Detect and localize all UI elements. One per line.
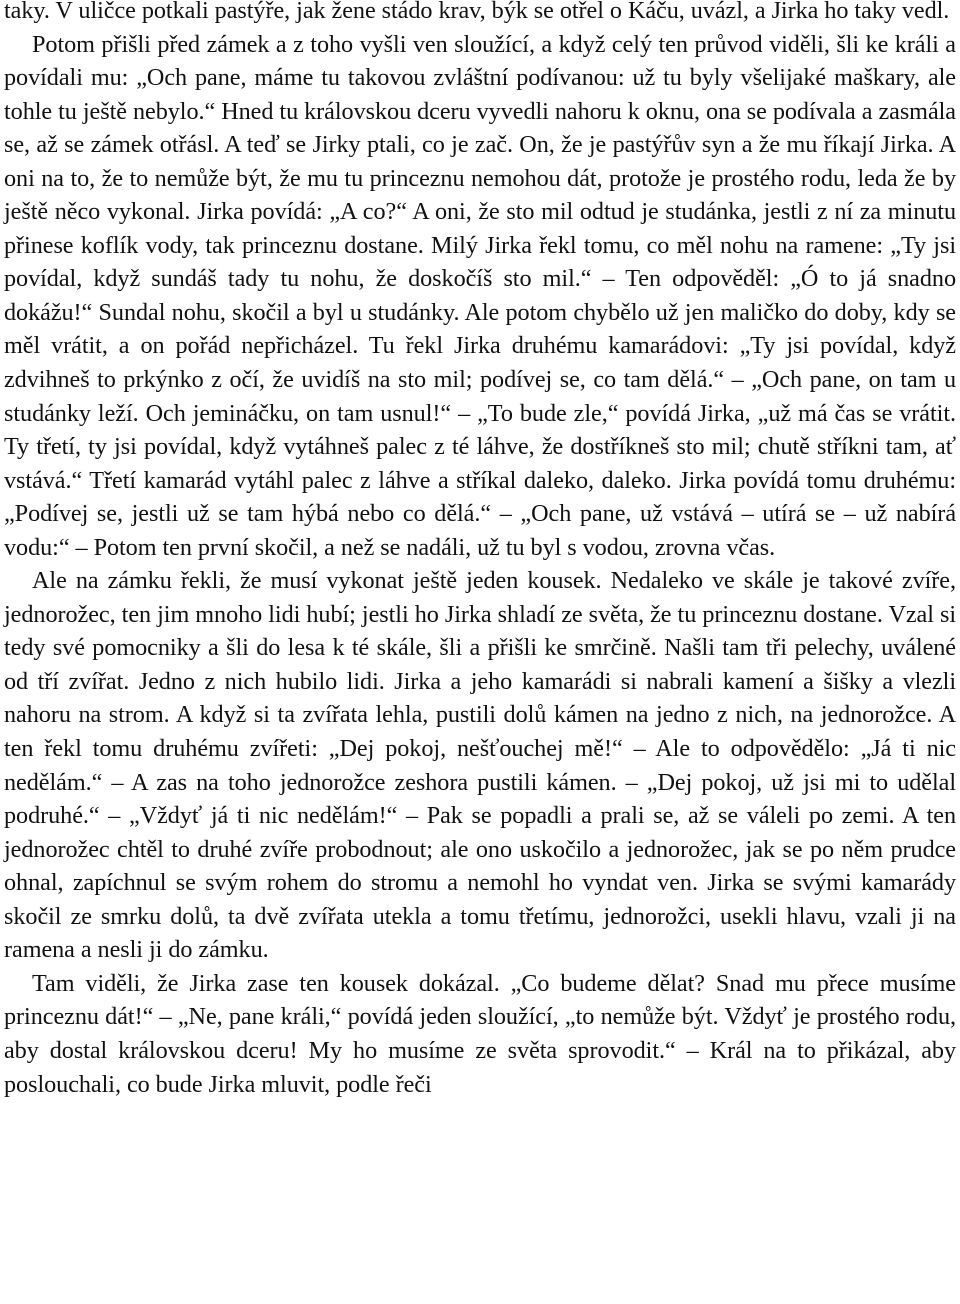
- paragraph-2: Potom přišli před zámek a z toho vyšli ven sloužící, a když celý ten průvod viděli, šli ke králi a povídali mu: „Och pane, máme tu takovou zvláštní podívanou: už tu byly všelijaké maškary, ale tohle tu ještě nebylo.“ Hned tu královskou dceru vyvedli nahoru k oknu, ona se podívala a zasmála se, až se zámek otřásl. A teď se Jirky ptali, co je zač. On, že je pastýřův syn a že mu říkají Jirka. A oni na to, že to nemůže být, že mu tu princeznu nemohou dát, protože je prostého rodu, leda že by ještě něco vykonal. Jirka povídá: „A co?“ A oni, že sto mil odtud je studánka, jestli z ní za minutu přinese koflík vody, tak princeznu dostane. Milý Jirka řekl tomu, co měl nohu na ramene: „Ty jsi povídal, když sundáš tady tu nohu, že doskočíš sto mil.“ – Ten odpověděl: „Ó to já snadno dokážu!“ Sundal nohu, skočil a byl u studánky. Ale potom chybělo už jen maličko do doby, kdy se měl vrátit, a on pořád nepřicházel. Tu řekl Jirka druhému kamarádovi: „Ty jsi povídal, když zdvihneš to prkýnko z očí, že uvidíš na sto mil; podívej se, co tam dělá.“ – „Och pane, on tam u studánky leží. Och jemináčku, on tam usnul!“ – „To bude zle,“ povídá Jirka, „už má čas se vrátit. Ty třetí, ty jsi povídal, když vytáhneš palec z té láhve, že dostříkneš sto mil; chutě stříkni tam, ať vstává.“ Třetí kamarád vytáhl palec z láhve a stříkal daleko, daleko. Jirka povídá tomu druhému: „Podívej se, jestli už se tam hýbá nebo co dělá.“ – „Och pane, už vstává – utírá se – už nabírá vodu:“ – Potom ten první skočil, a než se nadáli, už tu byl s vodou, zrovna včas.: [4, 30, 956, 561]
- paragraph-4: Tam viděli, že Jirka zase ten kousek dokázal. „Co budeme dělat? Snad mu přece musíme princeznu dát!“ – „Ne, pane králi,“ povídá jeden sloužící, „to nemůže být. Vždyť je prostého rodu, aby dostal královskou dceru! My ho musíme ze světa sprovodit.“ – Král na to přikázal, aby poslouchali, co bude Jirka mluvit, podle řeči: [4, 969, 956, 1098]
- paragraph-3: Ale na zámku řekli, že musí vykonat ještě jeden kousek. Nedaleko ve skále je takové zvíře, jednorožec, ten jim mnoho lidi hubí; jestli ho Jirka shladí ze světa, že tu princeznu dostane. Vzal si tedy své pomocniky a šli do lesa k té skále, šli a přišli ke smrčině. Našli tam tři pelechy, uválené od tří zvířat. Jedno z nich hubilo lidi. Jirka a jeho kamarádi si nabrali kamení a šišky a vlezli nahoru na strom. A když si ta zvířata lehla, pustili dolů kámen na jedno z nich, na jednorožce. A ten řekl tomu druhému zvířeti: „Dej pokoj, nešťouchej mě!“ – Ale to odpovědělo: „Já ti nic nedělám.“ – A zas na toho jednorožce zeshora pustili kámen. – „Dej pokoj, už jsi mi to udělal podruhé.“ – „Vždyť já ti nic nedělám!“ – Pak se popadli a prali se, až se váleli po zemi. A ten jednorožec chtěl to druhé zvíře probodnout; ale ono uskočilo a jednorožec, jak se po něm prudce ohnal, zapíchnul se svým rohem do stromu a nemohl ho vyndat ven. Jirka se svými kamarády skočil ze smrku dolů, ta dvě zvířata utekla a tomu třetímu, jednorožci, usekli hlavu, vzali ji na ramena a nesli ji do zámku.: [4, 567, 956, 964]
- paragraph-1: taky. V uličce potkali pastýře, jak žene stádo krav, býk se otřel o Káču, uvázl, a Jirka ho taky vedl.: [4, 0, 950, 24]
